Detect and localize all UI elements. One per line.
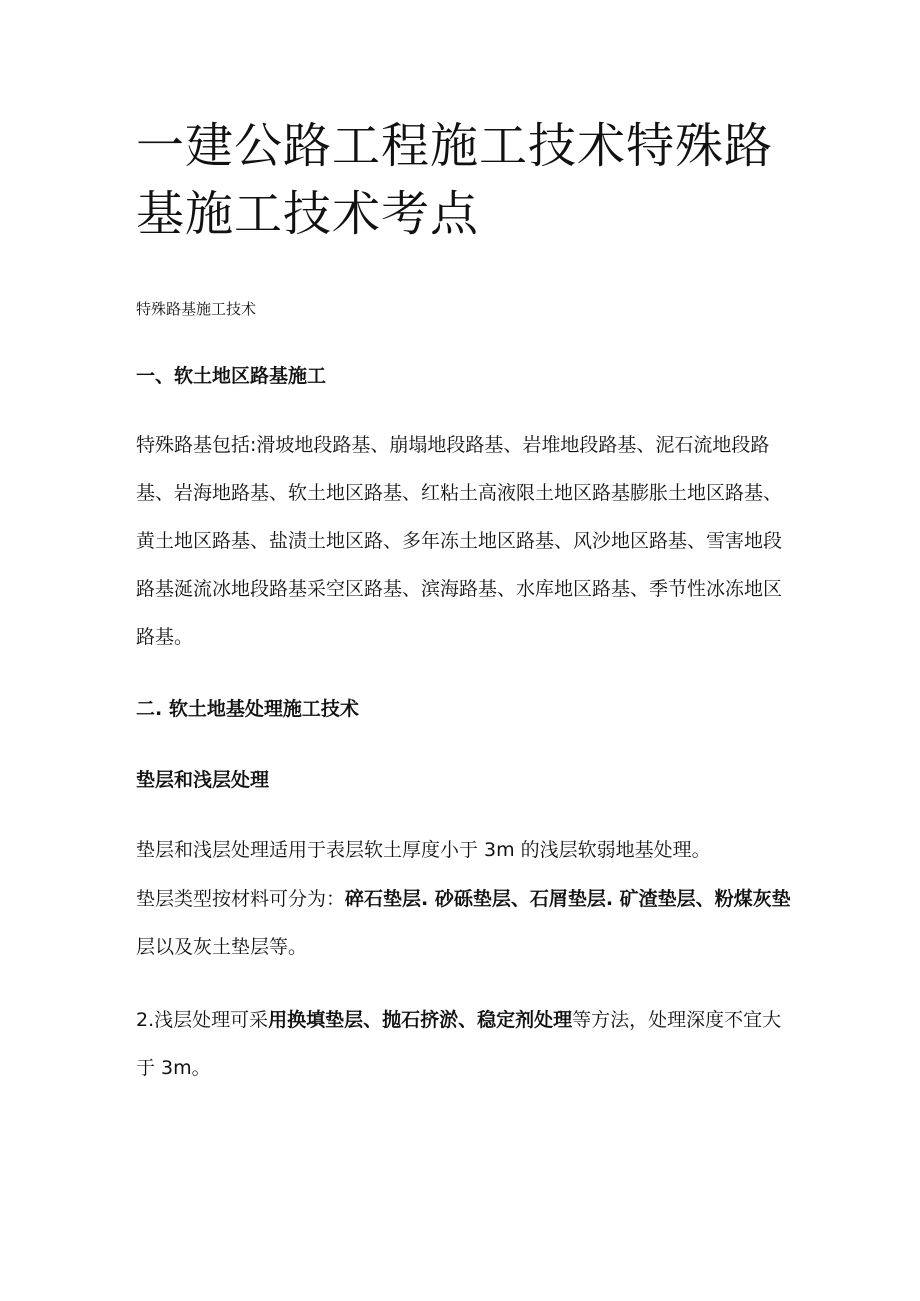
shallow-methods-suffix: 等方法，处理深度不宜大于 3m。 bbox=[136, 1009, 782, 1079]
section-heading-soft-soil-construction: 一、软土地区路基施工 bbox=[136, 365, 327, 387]
paragraph-special-subgrade-types: 特殊路基包括:滑坡地段路基、崩塌地段路基、岩堆地段路基、泥石流地段路基、岩海地路基、软土地区路基、红粘土高液限土地区路基膨胀土地区路基、黄土地区路基、盐渍土地区路、多年冻土地区路基、风沙地区路基、雪害地段路基涎流冰地段路基采空区路基、滨海路基、水库地区路基、季节性冰冻地区路基。 bbox=[136, 434, 783, 648]
paragraph-cushion-types bbox=[136, 875, 796, 971]
paragraph-shallow-treatment-methods bbox=[136, 996, 796, 1092]
shallow-methods-bold: 用换填垫层、抛石挤淤、稳定剂处理 bbox=[268, 1009, 573, 1031]
cushion-types-prefix: 垫层类型按材料可分为： bbox=[136, 888, 346, 910]
shallow-methods-prefix: 2.浅层处理可采 bbox=[136, 1009, 269, 1031]
document-title: 一建公路工程施工技术特殊路基施工技术考点 bbox=[136, 118, 774, 242]
paragraph-cushion-applicability: 垫层和浅层处理适用于表层软土厚度小于 3m 的浅层软弱地基处理。 bbox=[136, 839, 711, 861]
subheading-cushion-shallow-treatment: 垫层和浅层处理 bbox=[136, 769, 270, 791]
section-heading-soft-foundation-treatment: 二. 软土地基处理施工技术 bbox=[136, 698, 359, 720]
cushion-types-bold: 碎石垫层. 砂砾垫层、石屑垫层. 矿渣垫层、粉煤灰垫 bbox=[345, 888, 791, 910]
document-subtitle: 特殊路基施工技术 bbox=[136, 300, 257, 318]
cushion-types-suffix: 层以及灰土垫层等。 bbox=[136, 936, 308, 958]
